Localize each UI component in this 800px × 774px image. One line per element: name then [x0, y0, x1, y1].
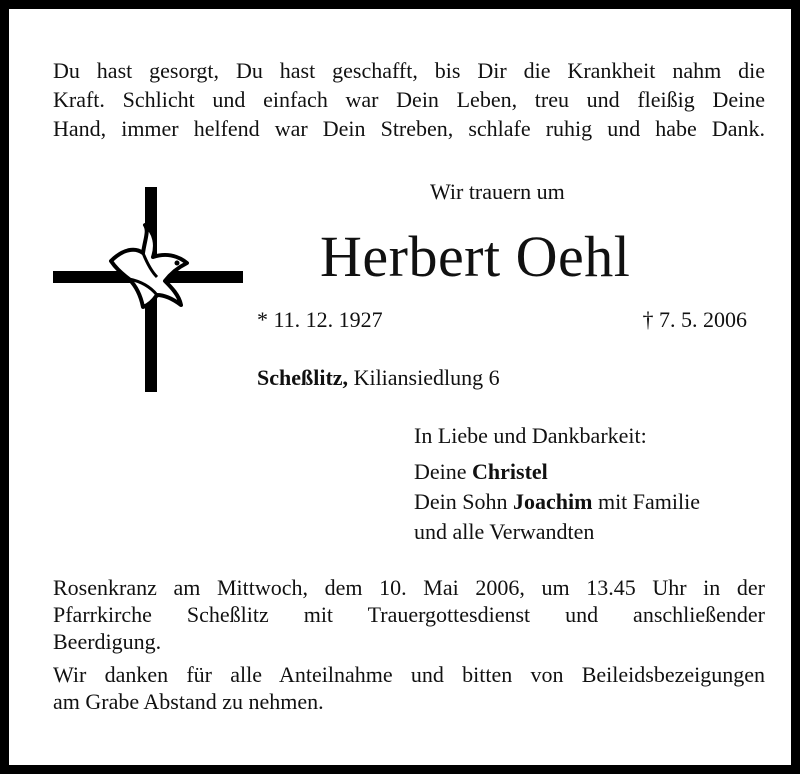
- memorial-verse: [53, 56, 765, 143]
- verse-line: Du hast gesorgt, Du hast geschafft, bis Dir die Krankheit nahm die: [53, 58, 765, 83]
- thanks-paragraph: [53, 661, 765, 715]
- birth-date: * 11. 12. 1927: [257, 307, 383, 332]
- service-line: Pfarrkirche Scheßlitz mit Trauergottesdienst und anschließender: [53, 602, 765, 627]
- deceased-name: Herbert Oehl: [320, 224, 631, 289]
- mourners-block: [414, 421, 700, 547]
- mourner-prefix: Dein Sohn: [414, 489, 508, 514]
- address-town: Scheßlitz,: [257, 365, 349, 390]
- death-date: † 7. 5. 2006: [642, 307, 747, 332]
- mourner-line: und alle Verwandten: [414, 519, 595, 544]
- mourners-intro: In Liebe und Dankbarkeit:: [414, 423, 647, 448]
- service-info: [53, 574, 765, 721]
- mourner-suffix: mit Familie: [597, 489, 701, 514]
- service-paragraph: [53, 574, 765, 655]
- mourner-name: Joachim: [513, 489, 593, 514]
- verse-line: Hand, immer helfend war Dein Streben, schlafe ruhig und habe Dank.: [53, 116, 765, 141]
- mourning-intro: Wir trauern um: [430, 179, 565, 204]
- thanks-line: Wir danken für alle Anteilnahme und bitten von Beileidsbezeigungen: [53, 662, 765, 687]
- address: [257, 365, 500, 391]
- service-line: Beerdigung.: [53, 629, 162, 654]
- cross-with-dove-icon: [53, 187, 243, 392]
- thanks-line: am Grabe Abstand zu nehmen.: [53, 689, 324, 714]
- verse-line: Kraft. Schlicht und einfach war Dein Leben, treu und fleißig Deine: [53, 87, 765, 112]
- mourner-line: [414, 487, 700, 517]
- mourner-line: [414, 457, 700, 487]
- address-street: Kiliansiedlung 6: [353, 365, 500, 390]
- mourner-name: Christel: [472, 459, 548, 484]
- mourner-prefix: Deine: [414, 459, 467, 484]
- service-line: Rosenkranz am Mittwoch, dem 10. Mai 2006, um 13.45 Uhr in der: [53, 575, 765, 600]
